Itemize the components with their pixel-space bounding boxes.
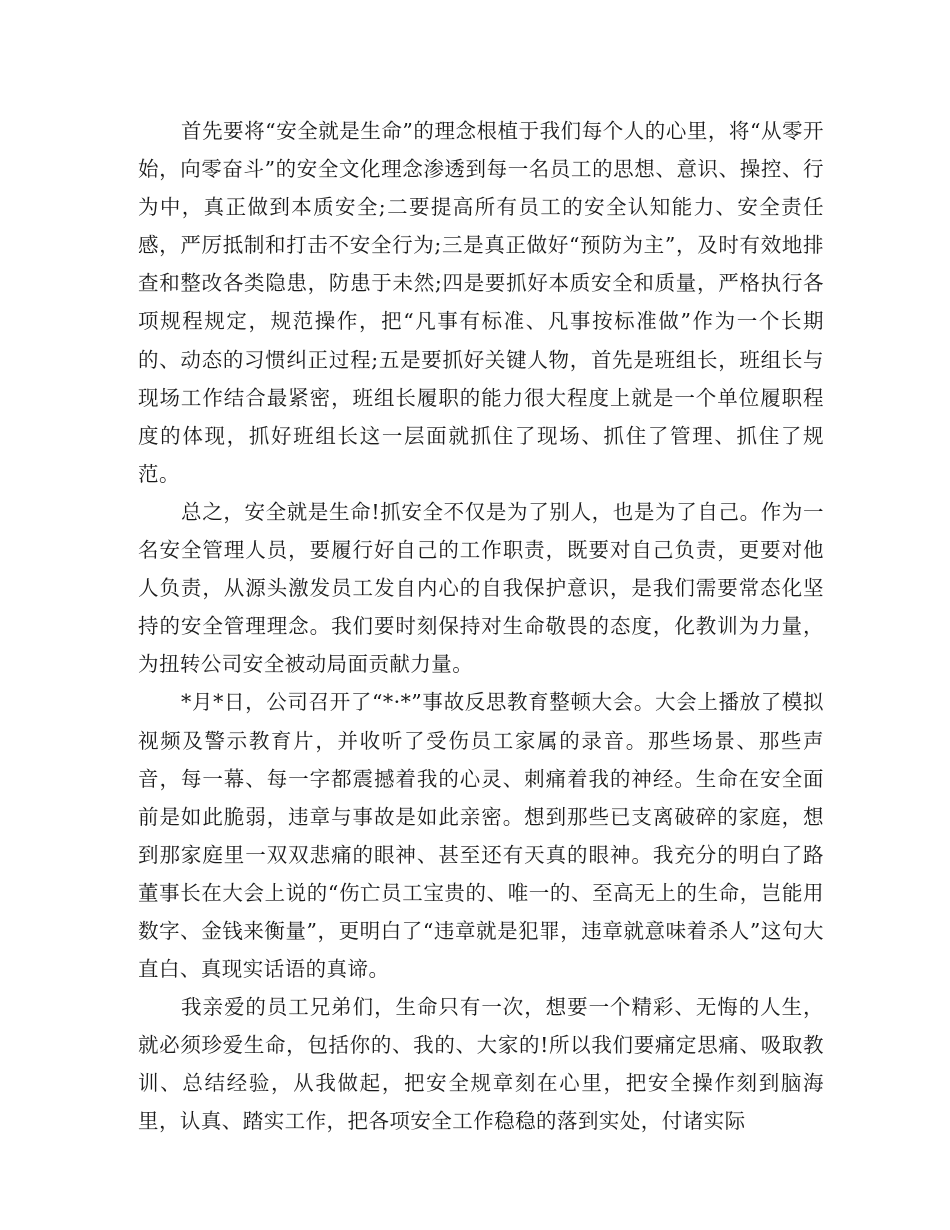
document-body bbox=[138, 112, 824, 1141]
paragraph-1: 首先要将“安全就是生命”的理念根植于我们每个人的心里，将“从零开始，向零奋斗”的安全文化理念渗透到每一名员工的思想、意识、操控、行为中，真正做到本质安全;二要提高所有员工的安全认知能力、安全责任感，严厉抵制和打击不安全行为;三是真正做好“预防为主”，及时有效地排查和整改各类隐患，防患于未然;四是要抓好本质安全和质量，严格执行各项规程规定，规范操作，把“凡事有标准、凡事按标准做”作为一个长期的、动态的习惯纠正过程;五是要抓好关键人物，首先是班组长，班组长与现场工作结合最紧密，班组长履职的能力很大程度上就是一个单位履职程度的体现，抓好班组长这一层面就抓住了现场、抓住了管理、抓住了规范。 bbox=[138, 119, 824, 486]
paragraph-4: 我亲爱的员工兄弟们，生命只有一次，想要一个精彩、无悔的人生，就必须珍爱生命，包括你的、我的、大家的!所以我们要痛定思痛、吸取教训、总结经验，从我做起，把安全规章刻在心里，把安全操作刻到脑海里，认真、踏实工作，把各项安全工作稳稳的落到实处，付诸实际 bbox=[138, 995, 824, 1134]
paragraph-2: 总之，安全就是生命!抓安全不仅是为了别人，也是为了自己。作为一名安全管理人员，要履行好自己的工作职责，既要对自己负责，更要对他人负责，从源头激发员工发自内心的自我保护意识，是我们需要常态化坚持的安全管理理念。我们要时刻保持对生命敬畏的态度，化教训为力量，为扭转公司安全被动局面贡献力量。 bbox=[138, 499, 824, 677]
paragraph-3: *月*日，公司召开了“*·*”事故反思教育整顿大会。大会上播放了模拟视频及警示教育片，并收听了受伤员工家属的录音。那些场景、那些声音，每一幕、每一字都震撼着我的心灵、刺痛着我的神经。生命在安全面前是如此脆弱，违章与事故是如此亲密。想到那些已支离破碎的家庭，想到那家庭里一双双悲痛的眼神、甚至还有天真的眼神。我充分的明白了路董事长在大会上说的“伤亡员工宝贵的、唯一的、至高无上的生命，岂能用数字、金钱来衡量”，更明白了“违章就是犯罪，违章就意味着杀人”这句大直白、真现实话语的真谛。 bbox=[138, 690, 824, 982]
